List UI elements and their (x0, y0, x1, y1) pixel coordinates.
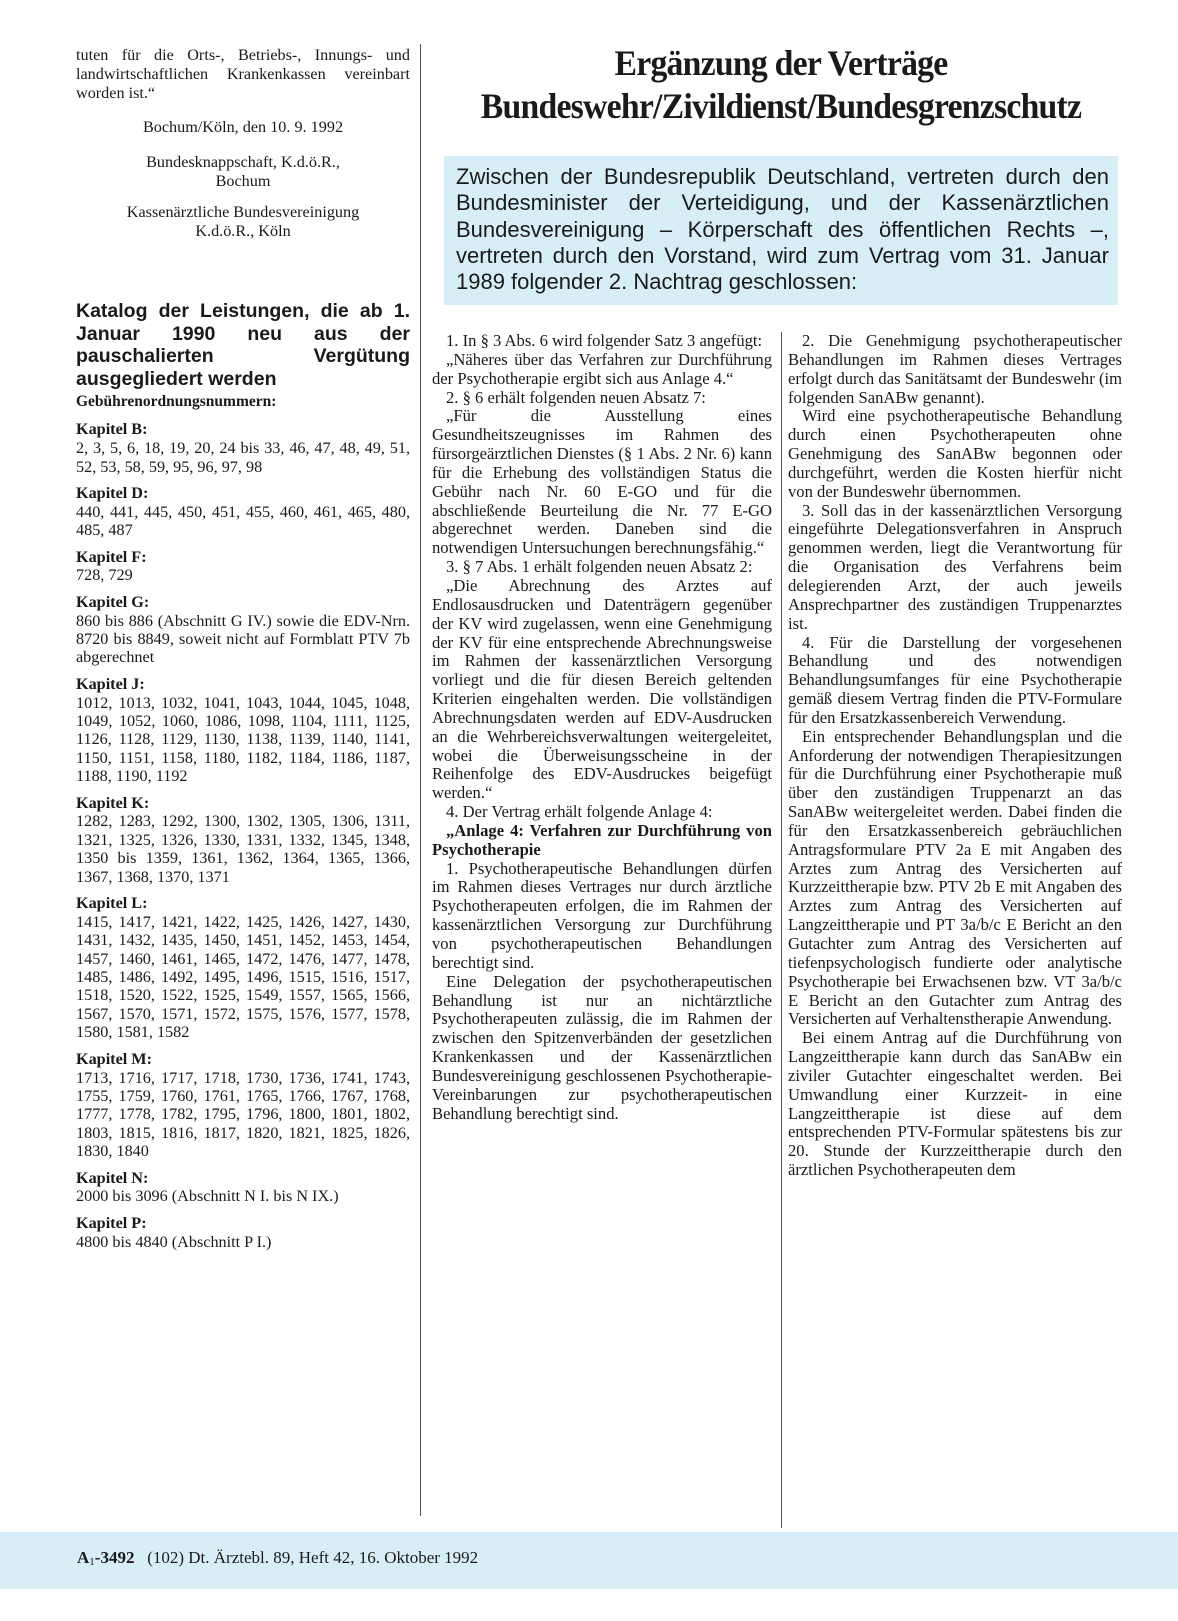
kapitel-title: Kapitel M: (76, 1049, 152, 1068)
paragraph: Ein entsprechender Behandlungsplan und die Anforderung der notwendigen Therapiesitzungen für die Durchführung einer Psychotherapie muß über den zuständigen Truppenarzt an das SanABw weitergeleitet werden. Dabei finden die für den Ersatzkassenbereich gebräuchlichen Antragsformulare PTV 2a E mit Angaben des Arztes zum Antrag des Versicherten auf Kurzzeittherapie bzw. PTV 2b E mit Angaben des Arztes zum Antrag des Versicherten auf Langzeittherapie und PT 3a/b/c E Bericht an den Gutachter zum Antrag des Versicherten auf tiefenpsychologisch fundierte oder analytische Psychotherapie bei Erwachsenen bzw. VT 3a/b/c E Bericht an den Gutachter zum Antrag des Versicherten auf Verhaltenstherapie Anwendung. (788, 726, 1122, 1029)
body-column-right (788, 332, 1122, 1180)
kapitel-section (76, 548, 410, 585)
kapitel-section (76, 1214, 410, 1251)
kapitel-title: Kapitel D: (76, 483, 149, 502)
kapitel-title: Kapitel F: (76, 547, 147, 566)
kapitel-section (76, 794, 410, 886)
article-headline (448, 42, 1115, 128)
kapitel-title: Kapitel J: (76, 674, 145, 693)
signatory-1-name: Bundesknappschaft, K.d.ö.R., (146, 153, 340, 172)
katalog-subtitle: Gebührenordnungsnummern: (76, 393, 277, 411)
paragraph: 3. § 7 Abs. 1 erhält folgenden neuen Absatz 2: (446, 557, 753, 577)
kapitel-numbers: 2, 3, 5, 6, 18, 19, 20, 24 bis 33, 46, 47, 48, 49, 51, 52, 53, 58, 59, 95, 96, 97, 98 (76, 439, 410, 476)
kapitel-title: Kapitel N: (76, 1168, 149, 1187)
paragraph: 1. In § 3 Abs. 6 wird folgender Satz 3 angefügt: (446, 331, 763, 350)
kapitel-section (76, 420, 410, 476)
paragraph: 4. Für die Darstellung der vorgesehenen Behandlung und des notwendigen Behandlungsumfanges für eine Psychotherapie gemäß diesem Vertrag finden die PTV-Formulare für den Ersatzkassenbereich Verwendung. (788, 632, 1122, 727)
paragraph: 3. Soll das in der kassenärztlichen Versorgung eingeführte Delegationsverfahren in Anspruch genommen werden, liegt die Verantwortung für die Organisation des Verfahrens beim delegierenden Arzt, der auch jeweils Ansprechpartner des zuständigen Truppenarztes ist. (788, 500, 1122, 633)
signatory-1-city: Bochum (215, 171, 271, 190)
body-column-middle (432, 332, 772, 1123)
place-date: Bochum/Köln, den 10. 9. 1992 (142, 118, 344, 137)
kapitel-numbers: 1713, 1716, 1717, 1718, 1730, 1736, 1741, 1743, 1755, 1759, 1760, 1761, 1765, 1766, 1767, 1768, 1777, 1778, 1782, 1795, 1796, 1800, 1801, 1802, 1803, 1815, 1816, 1817, 1820, 1821, 1825, 1826, 1830, 1840 (76, 1068, 410, 1161)
page-number: -3492 (94, 1548, 135, 1567)
page-prefix: A (77, 1548, 90, 1567)
lead-paragraph: Zwischen der Bundesrepublik Deutschland, vertreten durch den Bundesminister der Verteidigung, und der Kassenärztlichen Bundesvereinigung – Körperschaft des öffentlichen Rechts –, vertreten durch den Vorstand, wird zum Vertrag vom 31. Januar 1989 folgender 2. Nachtrag geschlossen: (444, 156, 1118, 305)
kapitel-section (76, 484, 410, 540)
paragraph: „Näheres über das Verfahren zur Durchführung der Psychotherapie ergibt sich aus Anlage 4.“ (432, 349, 772, 388)
paragraph: Eine Delegation der psychotherapeutischen Behandlung ist nur an nichtärztliche Psychotherapeuten zulässig, die im Rahmen der zwischen den Spitzenverbänden der gesetzlichen Krankenkassen und der Kassenärztlichen Bundesvereinigung geschlossenen Psychotherapie-Vereinbarungen zur psychotherapeutischen Behandlung berechtigt sind. (432, 971, 772, 1123)
kapitel-section (76, 593, 410, 667)
kapitel-title: Kapitel G: (76, 592, 150, 611)
page-footer (77, 1548, 478, 1572)
paragraph: 4. Der Vertrag erhält folgende Anlage 4: (446, 802, 713, 822)
journal-citation: (102) Dt. Ärztebl. 89, Heft 42, 16. Oktober 1992 (147, 1548, 479, 1567)
page-prefix-subscript: 1 (89, 1556, 95, 1568)
kapitel-numbers: 1415, 1417, 1421, 1422, 1425, 1426, 1427, 1430, 1431, 1432, 1435, 1450, 1451, 1452, 1453, 1454, 1457, 1460, 1461, 1465, 1472, 1476, 1477, 1478, 1485, 1486, 1492, 1495, 1496, 1515, 1516, 1517, 1518, 1520, 1522, 1525, 1549, 1557, 1565, 1566, 1567, 1570, 1571, 1572, 1575, 1576, 1577, 1578, 1580, 1581, 1582 (76, 912, 410, 1042)
kapitel-numbers: 728, 729 (76, 566, 133, 585)
paragraph: Bei einem Antrag auf die Durchführung von Langzeittherapie kann durch das SanABw ein ziviler Gutachter eingeschaltet werden. Bei Umwandlung einer Kurzzeit- in eine Langzeittherapie ist diese auf dem entsprechenden PTV-Formular spätestens bis zur 20. Stunde der Kurzzeittherapie durch den ärztlichen Psychotherapeuten dem (788, 1028, 1122, 1180)
headline-line-1: Ergänzung der Verträge (614, 43, 948, 83)
headline-line-2: Bundeswehr/Zivildienst/Bundesgrenzschutz (480, 86, 1082, 126)
column-divider (781, 332, 782, 1528)
paragraph: „Die Abrechnung des Arztes auf Endlosausdrucken und Datenträgern gegenüber der KV wird zugelassen, wenn eine Genehmigung der KV für eine entsprechende Abrechnungsweise im Rahmen der kassenärztlichen Versorgung vorliegt und die für diesen Bereich geltenden Kriterien eingehalten werden. Die vollständigen Abrechnungsdaten werden auf EDV-Ausdrucken an die Wehrbereichsverwaltungen weitergeleitet, wobei die Überweisungsscheine in der Reihenfolge des EDV-Ausdruckes beigefügt werden.“ (432, 575, 772, 803)
intro-text: tuten für die Orts-, Betriebs-, Innungs- und landwirtschaftlichen Krankenkassen vereinbart worden ist.“ (76, 46, 410, 102)
paragraph: Wird eine psychotherapeutische Behandlung durch einen Psychotherapeuten ohne Genehmigung des SanABw begonnen oder durchgeführt, werden die Kosten hierfür nicht von der Bundeswehr übernommen. (788, 406, 1122, 501)
kapitel-title: Kapitel B: (76, 420, 148, 439)
kapitel-section (76, 1050, 410, 1161)
paragraph: 2. § 6 erhält folgenden neuen Absatz 7: (446, 387, 706, 407)
column-divider (420, 44, 421, 1516)
katalog-title: Katalog der Leistungen, die ab 1. Januar 1990 neu aus der pauschalierten Vergütung ausgegliedert werden (76, 300, 410, 390)
kapitel-title: Kapitel K: (76, 793, 150, 812)
kapitel-numbers: 1012, 1013, 1032, 1041, 1043, 1044, 1045, 1048, 1049, 1052, 1060, 1086, 1098, 1104, 1111, 1125, 1126, 1128, 1129, 1130, 1138, 1139, 1140, 1141, 1150, 1151, 1158, 1180, 1182, 1184, 1186, 1187, 1188, 1190, 1192 (76, 693, 410, 786)
paragraph: „Für die Ausstellung eines Gesundheitszeugnisses im Rahmen des fürsorgeärztlichen Dienstes (§ 1 Abs. 2 Nr. 6) kann für die Erhebung des vollständigen Status die Gebühr nach Nr. 60 E-GO und für die abschließende Beurteilung die Nr. 77 E-GO abgerechnet werden. Daneben sind die notwendigen Untersuchungen berechnungsfähig.“ (432, 406, 772, 558)
kapitel-section (76, 1169, 410, 1206)
kapitel-title: Kapitel L: (76, 894, 148, 913)
kapitel-numbers: 2000 bis 3096 (Abschnitt N I. bis N IX.) (76, 1187, 339, 1206)
paragraph: 2. Die Genehmigung psychotherapeutischer Behandlungen im Rahmen dieses Vertrages erfolgt durch das Sanitätsamt der Bundeswehr (im folgenden SanABw genannt). (788, 331, 1122, 407)
left-column (76, 46, 410, 1251)
kapitel-numbers: 1282, 1283, 1292, 1300, 1302, 1305, 1306, 1311, 1321, 1325, 1326, 1330, 1331, 1332, 1345, 1348, 1350 bis 1359, 1361, 1362, 1364, 1365, 1366, 1367, 1368, 1370, 1371 (76, 812, 410, 886)
signatory-2-name: Kassenärztliche Bundesvereinigung (126, 202, 360, 221)
kapitel-numbers: 440, 441, 445, 450, 451, 455, 460, 461, 465, 480, 485, 487 (76, 502, 410, 540)
kapitel-numbers: 4800 bis 4840 (Abschnitt P I.) (76, 1232, 272, 1251)
kapitel-title: Kapitel P: (76, 1213, 147, 1232)
anlage-heading: „Anlage 4: Verfahren zur Durchführung von Psychotherapie (432, 820, 772, 859)
kapitel-section (76, 675, 410, 786)
signatory-2-city: K.d.ö.R., Köln (195, 221, 291, 240)
kapitel-section (76, 894, 410, 1042)
kapitel-numbers: 860 bis 886 (Abschnitt G IV.) sowie die EDV-Nrn. 8720 bis 8849, soweit nicht auf Formblatt PTV 7b abgerechnet (76, 611, 410, 667)
paragraph: 1. Psychotherapeutische Behandlungen dürfen im Rahmen dieses Vertrages nur durch ärztliche Psychotherapeuten erfolgen, die im Rahmen der kassenärztlichen Versorgung zur Durchführung von psychotherapeutischen Behandlungen berechtigt sind. (432, 858, 772, 972)
